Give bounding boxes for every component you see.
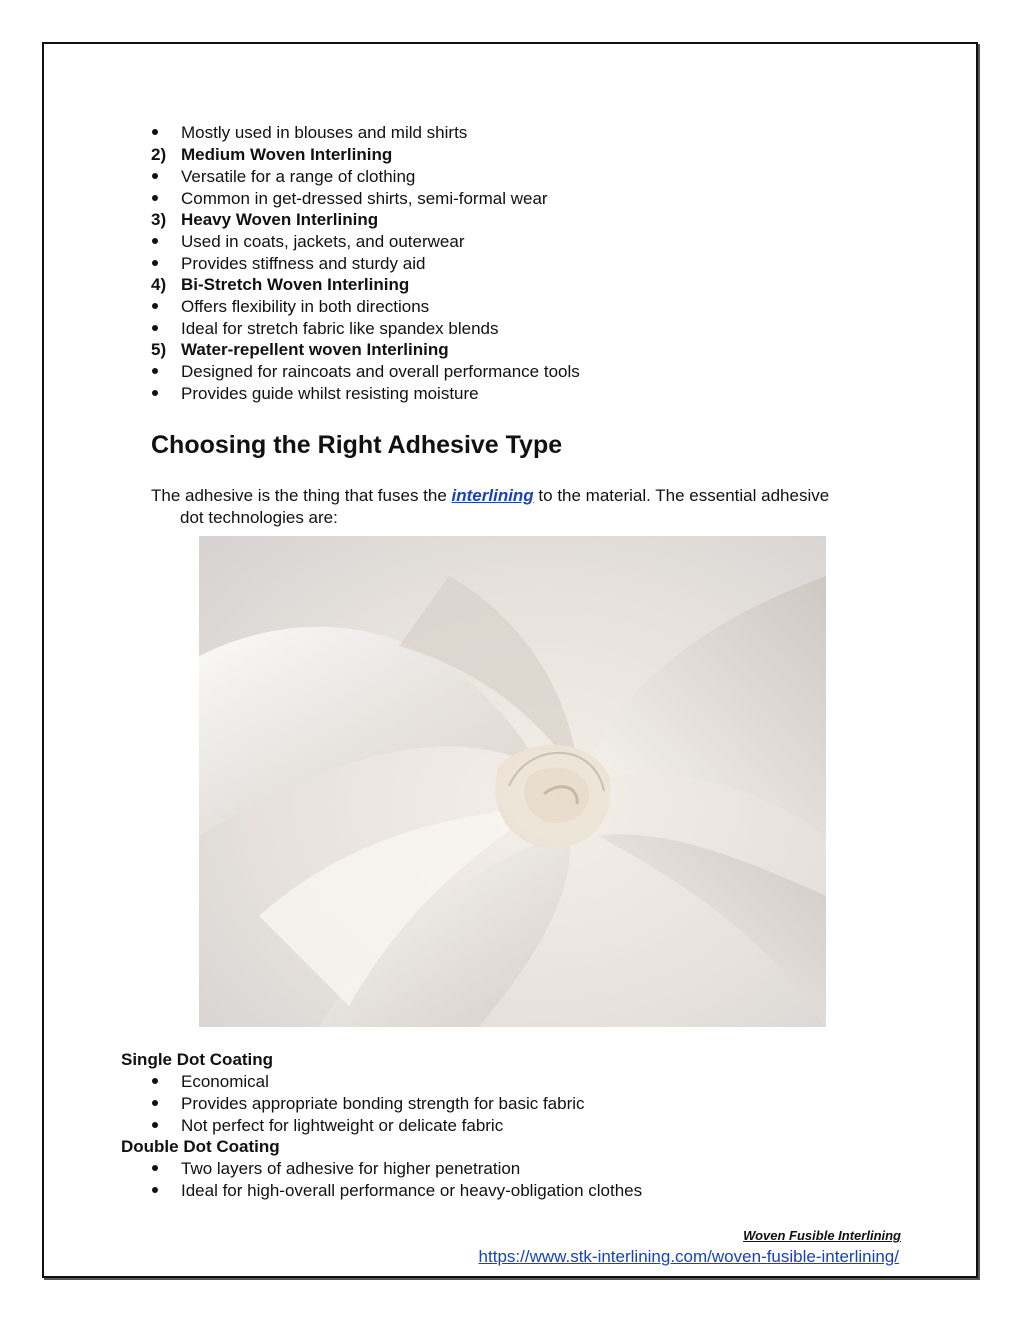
- list-number: 2): [151, 145, 167, 164]
- bullet-icon: [152, 173, 158, 179]
- list-number: 5): [151, 340, 167, 359]
- bullet-icon: [152, 1165, 158, 1171]
- list-heading: Bi-Stretch Woven Interlining: [181, 275, 410, 294]
- fabric-swirl-illustration: [199, 536, 826, 1027]
- list-heading: Heavy Woven Interlining: [181, 210, 379, 229]
- bullet-icon: [152, 238, 158, 244]
- bullet-icon: [152, 1122, 158, 1128]
- list-item: Provides appropriate bonding strength for basic fabric: [181, 1094, 585, 1113]
- subsection-title: Single Dot Coating: [121, 1050, 274, 1069]
- bullet-icon: [152, 1078, 158, 1084]
- list-item: Mostly used in blouses and mild shirts: [181, 123, 468, 142]
- bullet-icon: [152, 325, 158, 331]
- list-item: Not perfect for lightweight or delicate fabric: [181, 1116, 504, 1135]
- bullet-icon: [152, 1187, 158, 1193]
- bullet-icon: [152, 260, 158, 266]
- paragraph-text: The adhesive is the thing that fuses the: [151, 486, 452, 505]
- paragraph-text: to the material. The essential adhesive: [533, 486, 830, 505]
- section-heading: Choosing the Right Adhesive Type: [151, 431, 563, 459]
- intro-paragraph: [151, 485, 911, 529]
- list-number: 3): [151, 210, 167, 229]
- list-item: Ideal for stretch fabric like spandex blends: [181, 319, 499, 338]
- bullet-icon: [152, 368, 158, 374]
- list-item: Two layers of adhesive for higher penetration: [181, 1159, 521, 1178]
- list-item: Provides stiffness and sturdy aid: [181, 254, 426, 273]
- list-heading: Medium Woven Interlining: [181, 145, 393, 164]
- list-item: Used in coats, jackets, and outerwear: [181, 232, 465, 251]
- list-item: Offers flexibility in both directions: [181, 297, 430, 316]
- subsection-title: Double Dot Coating: [121, 1137, 280, 1156]
- fabric-photo: [199, 536, 826, 1027]
- bullet-icon: [152, 195, 158, 201]
- bullet-icon: [152, 129, 158, 135]
- bullet-icon: [152, 1100, 158, 1106]
- paragraph-text: dot technologies are:: [180, 508, 338, 527]
- list-item: Provides guide whilst resisting moisture: [181, 384, 479, 403]
- footer-label-link[interactable]: Woven Fusible Interlining: [743, 1228, 901, 1243]
- bullet-icon: [152, 303, 158, 309]
- list-item: Common in get-dressed shirts, semi-formal wear: [181, 189, 548, 208]
- list-item: Versatile for a range of clothing: [181, 167, 416, 186]
- list-item: Ideal for high-overall performance or heavy-obligation clothes: [181, 1181, 643, 1200]
- footer-url-link[interactable]: https://www.stk-interlining.com/woven-fusible-interlining/: [478, 1247, 899, 1266]
- list-heading: Water-repellent woven Interlining: [181, 340, 449, 359]
- interlining-link[interactable]: interlining: [451, 486, 534, 505]
- list-number: 4): [151, 275, 167, 294]
- list-item: Economical: [181, 1072, 269, 1091]
- bullet-icon: [152, 390, 158, 396]
- list-item: Designed for raincoats and overall performance tools: [181, 362, 580, 381]
